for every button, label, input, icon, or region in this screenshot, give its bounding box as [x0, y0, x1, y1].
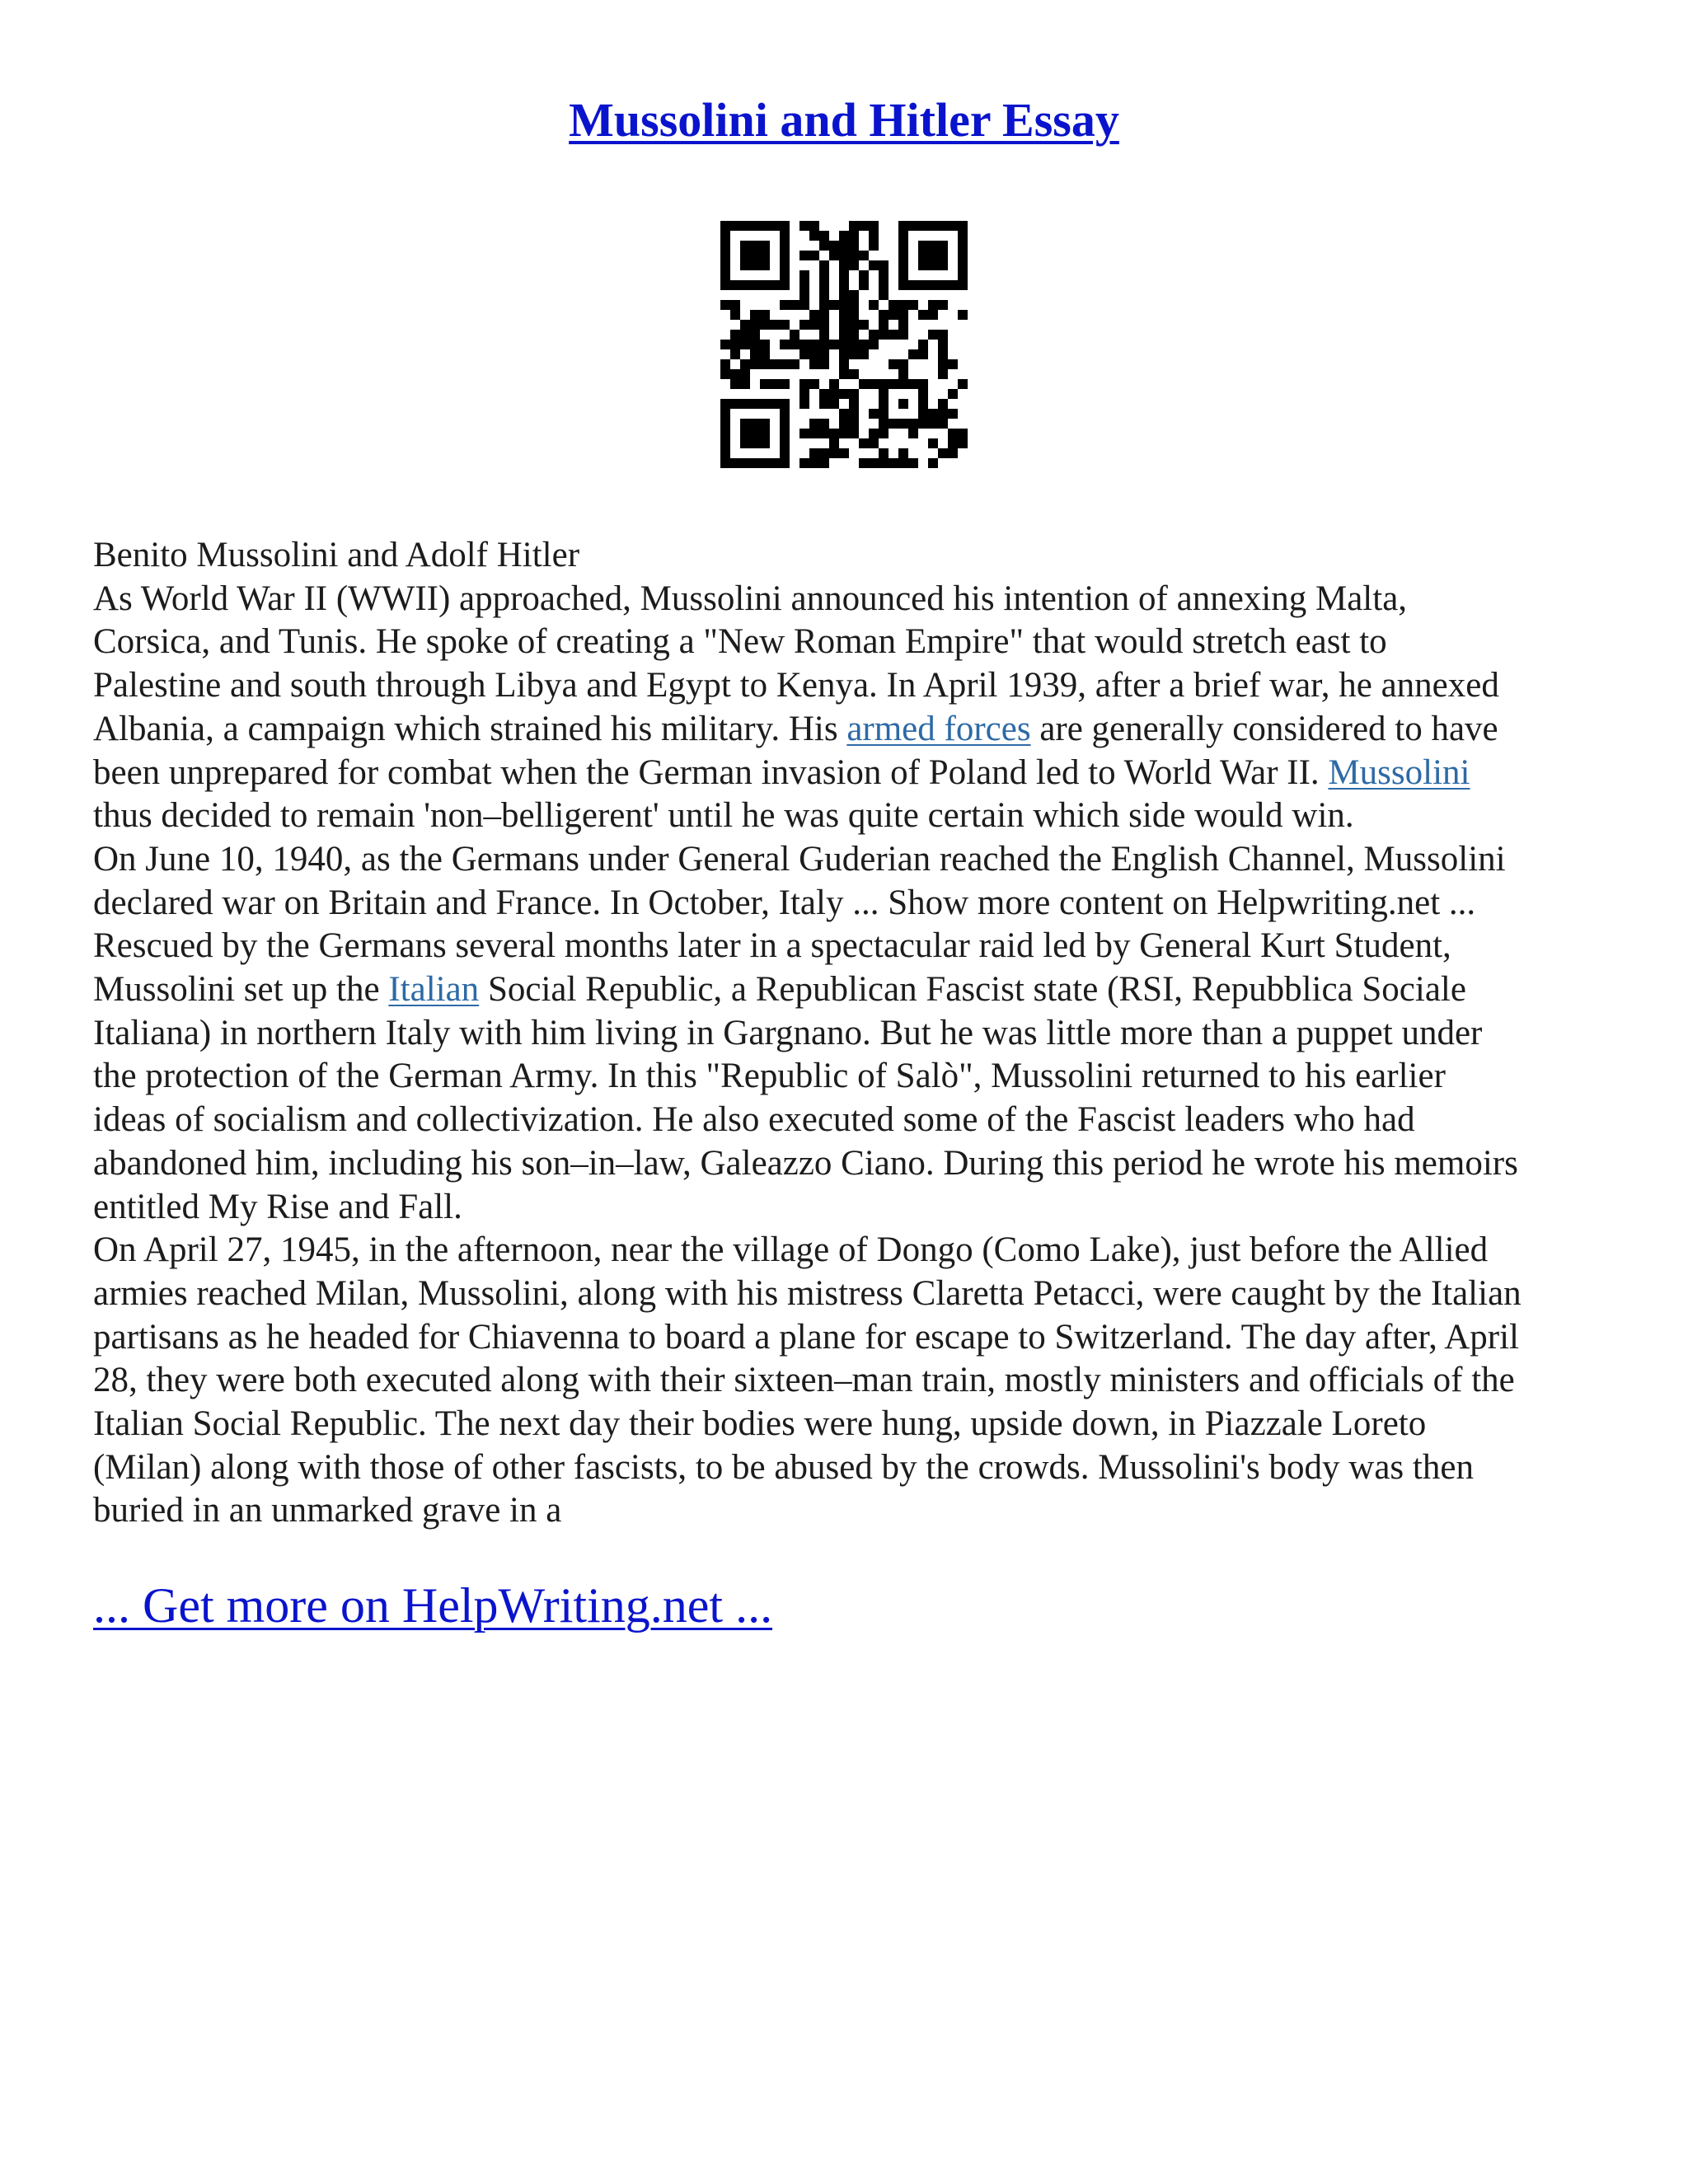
body-line: Rescued by the Germans several months later in a spectacular raid led by General Kurt Student,: [93, 926, 1451, 966]
page-title: [0, 89, 1688, 152]
body-line: 28, they were both executed along with their sixteen–man train, mostly ministers and officials of the: [93, 1361, 1515, 1400]
body-line: As World War II (WWII) approached, Mussolini announced his intention of annexing Malta,: [93, 579, 1408, 618]
body-line: Benito Mussolini and Adolf Hitler: [93, 536, 580, 574]
body-text: Mussolini set up the: [93, 970, 389, 1010]
body-line: the protection of the German Army. In this "Republic of Salò", Mussolini returned to his earlier: [93, 1057, 1446, 1096]
body-line: Palestine and south through Libya and Egypt to Kenya. In April 1939, after a brief war, he annexed: [93, 666, 1499, 705]
body-text: been unprepared for combat when the German invasion of Poland led to World War II.: [93, 752, 1329, 792]
body-line: partisans as he headed for Chiavenna to board a plane for escape to Switzerland. The day after, April: [93, 1317, 1519, 1357]
body-text: Social Republic, a Republican Fascist state (RSI, Repubblica Sociale: [479, 970, 1466, 1010]
body-line: ideas of socialism and collectivization. He also executed some of the Fascist leaders who had: [93, 1100, 1415, 1140]
body-line: Italiana) in northern Italy with him living in Gargnano. But he was little more than a puppet under: [93, 1013, 1483, 1052]
body-line: On April 27, 1945, in the afternoon, near the village of Dongo (Como Lake), just before the Allied: [93, 1230, 1489, 1270]
body-line: abandoned him, including his son–in–law, Galeazzo Ciano. During this period he wrote his memoirs: [93, 1143, 1518, 1183]
mussolini-link[interactable]: Mussolini: [1328, 752, 1470, 792]
essay-body: [93, 534, 1601, 1533]
armed-forces-link[interactable]: armed forces: [846, 709, 1031, 748]
body-line: On June 10, 1940, as the Germans under General Guderian reached the English Channel, Mussolini: [93, 839, 1506, 879]
get-more-link[interactable]: ... Get more on HelpWriting.net ...: [93, 1578, 773, 1633]
title-link[interactable]: Mussolini and Hitler Essay: [569, 93, 1119, 147]
body-text: Albania, a campaign which strained his military. His: [93, 709, 847, 748]
body-line: entitled My Rise and Fall.: [93, 1187, 462, 1226]
body-line: armies reached Milan, Mussolini, along with his mistress Claretta Petacci, were caught by the Italian: [93, 1273, 1522, 1313]
body-line: [93, 708, 1601, 752]
body-line: (Milan) along with those of other fascists, to be abused by the crowds. Mussolini's body was then: [93, 1447, 1474, 1487]
more-link-container: [93, 1576, 772, 1635]
body-line: buried in an unmarked grave in a: [93, 1491, 562, 1530]
body-line: Corsica, and Tunis. He spoke of creating a "New Roman Empire" that would stretch east to: [93, 622, 1387, 662]
italian-link[interactable]: Italian: [388, 970, 480, 1010]
body-line: [93, 968, 1601, 1012]
qr-code-icon: [720, 221, 968, 468]
body-line: thus decided to remain 'non–belligerent' until he was quite certain which side would win.: [93, 796, 1354, 836]
body-line: [93, 752, 1601, 795]
body-line: Italian Social Republic. The next day their bodies were hung, upside down, in Piazzale Loreto: [93, 1404, 1427, 1444]
body-text: are generally considered to have: [1030, 709, 1498, 748]
body-line: declared war on Britain and France. In October, Italy ... Show more content on Helpwriting.net ...: [93, 883, 1476, 922]
